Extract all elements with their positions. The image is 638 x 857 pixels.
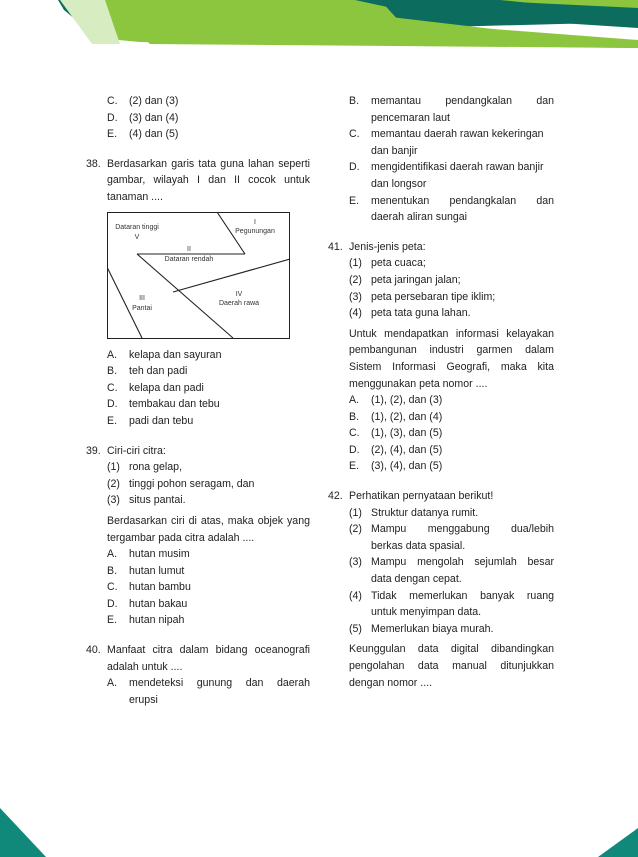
option-text: memantau pendangkalan dan	[371, 95, 554, 107]
q40-option-a	[86, 675, 310, 692]
q42-item-4	[328, 588, 554, 605]
q38-option-b	[86, 363, 310, 380]
region-i-name: Pegunungan	[235, 227, 275, 235]
option-text: hutan bakau	[129, 597, 188, 610]
item-text: situs pantai.	[129, 494, 186, 507]
q41-item-4	[328, 305, 554, 322]
question-number: 41.	[328, 240, 343, 253]
q39-intro: 39. Ciri-ciri citra:	[86, 443, 310, 460]
land-use-map	[107, 212, 290, 339]
item-text: Mampu menggabung dua/lebih	[371, 523, 554, 536]
q38-option-e	[86, 413, 310, 430]
q37-option-e	[86, 126, 310, 143]
option-label: E.	[107, 128, 118, 141]
q41-item-2	[328, 272, 554, 289]
q42-item-4-cont	[328, 604, 554, 621]
option-text: (4) dan (5)	[129, 128, 179, 141]
item-text: Mampu mengolah sejumlah besar	[371, 556, 554, 569]
item-label: (4)	[349, 589, 362, 602]
item-text: peta tata guna lahan.	[371, 307, 471, 320]
option-label: E.	[107, 414, 118, 427]
left-column	[86, 93, 310, 708]
option-label: D.	[107, 597, 118, 610]
question-number: 38.	[86, 157, 101, 170]
option-text: pencemaran laut	[371, 111, 450, 124]
option-text: teh dan padi	[129, 365, 188, 378]
option-label: D.	[349, 443, 360, 456]
item-label: (1)	[107, 461, 120, 474]
item-label: (2)	[349, 273, 362, 286]
q39-body-2: tergambar pada citra adalah ....	[107, 531, 255, 544]
option-label: C.	[107, 381, 118, 394]
q39-item-1	[86, 459, 310, 476]
q42-body-1: Keunggulan data digital dibandingkan	[349, 643, 554, 656]
q40-option-e-cont	[328, 209, 554, 226]
option-text: (3), (4), dan (5)	[371, 460, 443, 473]
question-number: 42.	[328, 490, 343, 503]
option-label: D.	[107, 398, 118, 411]
region-iii-number: III	[139, 294, 145, 302]
q42-item-3	[328, 554, 554, 571]
option-label: A.	[107, 348, 118, 361]
question-38	[86, 156, 310, 430]
option-text: kelapa dan sayuran	[129, 348, 222, 361]
region-i-number: I	[254, 218, 256, 226]
q41-option-e	[328, 458, 554, 475]
option-text: (3) dan (4)	[129, 111, 179, 124]
option-text: tembakau dan tebu	[129, 398, 220, 411]
option-text: mendeteksi gunung dan daerah	[129, 677, 310, 690]
q38-option-d	[86, 396, 310, 413]
q38-line-2: gambar, wilayah I dan II cocok untuk	[107, 174, 310, 187]
option-label: B.	[349, 95, 360, 107]
option-label: C.	[107, 95, 118, 107]
question-40-continued	[328, 93, 554, 226]
region-ii-number: II	[187, 245, 191, 253]
item-label: (2)	[107, 477, 120, 490]
q39-body-1: Berdasarkan ciri di atas, maka objek yang	[107, 514, 310, 527]
q40-option-d	[328, 159, 554, 176]
item-text: peta jaringan jalan;	[371, 273, 461, 286]
question-number: 39.	[86, 444, 101, 457]
option-label: C.	[107, 581, 118, 594]
q40-line-2: adalah untuk ....	[107, 660, 183, 673]
q42-item-2-cont	[328, 538, 554, 555]
q39-item-3	[86, 492, 310, 509]
q40-option-b	[328, 93, 554, 110]
item-label: (1)	[349, 257, 362, 270]
option-text: (2) dan (3)	[129, 95, 179, 107]
q40-line-1: 40. Manfaat citra dalam bidang oceanografi	[86, 642, 310, 659]
item-label: (1)	[349, 506, 362, 519]
region-ii-name: Dataran rendah	[164, 255, 214, 263]
q40-option-d-cont	[328, 176, 554, 193]
region-v-name: Dataran tinggi	[115, 223, 159, 231]
right-column	[328, 93, 554, 691]
option-label: D.	[349, 161, 360, 174]
option-label: A.	[349, 394, 360, 407]
item-label: (3)	[349, 290, 362, 303]
question-42	[328, 488, 554, 691]
q39-option-e	[86, 612, 310, 629]
option-text: menentukan pendangkalan dan	[371, 194, 554, 207]
q42-body-2: pengolahan data manual ditunjukkan	[349, 660, 554, 672]
option-text: daerah aliran sungai	[371, 211, 468, 224]
q41-item-3	[328, 289, 554, 306]
q39-option-c	[86, 579, 310, 596]
question-41	[328, 239, 554, 475]
q40-option-b-cont	[328, 110, 554, 127]
option-label: C.	[349, 427, 360, 440]
option-text: padi dan tebu	[129, 414, 194, 427]
option-label: E.	[349, 460, 360, 473]
footer-right-triangle	[598, 828, 638, 857]
q42-intro: 42. Perhatikan pernyataan berikut!	[328, 488, 554, 505]
region-iv-name: Daerah rawa	[218, 299, 260, 307]
q38-line-1: 38. Berdasarkan garis tata guna lahan seperti	[86, 156, 310, 173]
region-iii-name: Pantai	[132, 304, 152, 312]
q40-option-c-cont	[328, 143, 554, 160]
q39-option-d	[86, 596, 310, 613]
q38-option-c	[86, 380, 310, 397]
footer-left-triangle	[0, 808, 46, 857]
option-text: hutan nipah	[129, 614, 185, 627]
question-40	[86, 642, 310, 708]
q41-body-2: pembangunan industri garmen dalam	[349, 344, 554, 357]
option-label: A.	[107, 677, 118, 690]
item-label: (2)	[349, 523, 362, 536]
item-text: Struktur datanya rumit.	[371, 506, 479, 519]
q40-option-c	[328, 126, 554, 143]
option-text: erupsi	[129, 693, 158, 706]
option-text: hutan lumut	[129, 564, 185, 577]
item-label: (3)	[107, 494, 120, 507]
option-text: (1), (2), dan (3)	[371, 394, 443, 407]
option-text: hutan bambu	[129, 581, 191, 594]
q40-option-a-cont	[86, 692, 310, 709]
q41-option-b	[328, 409, 554, 426]
option-text: (2), (4), dan (5)	[371, 443, 443, 456]
q40-option-e	[328, 193, 554, 210]
q42-item-5	[328, 621, 554, 638]
q39-item-2	[86, 476, 310, 493]
q42-item-3-cont	[328, 571, 554, 588]
item-text: data dengan cepat.	[371, 573, 462, 586]
q41-body-4: menggunakan peta nomor ....	[349, 377, 488, 390]
question-number: 40.	[86, 644, 101, 657]
option-text: (1), (3), dan (5)	[371, 427, 443, 440]
option-text: hutan musim	[129, 548, 190, 561]
option-text: dan banjir	[371, 144, 418, 157]
item-text: peta persebaran tipe iklim;	[371, 290, 496, 303]
q37-option-c	[86, 93, 310, 110]
q39-option-a	[86, 546, 310, 563]
option-label: B.	[349, 410, 360, 423]
option-label: D.	[107, 111, 118, 124]
region-iv-number: IV	[235, 290, 243, 298]
item-text: berkas data spasial.	[371, 539, 466, 552]
item-label: (3)	[349, 556, 362, 569]
option-label: A.	[107, 548, 118, 561]
q42-body-3: dengan nomor ....	[349, 676, 433, 689]
q41-body-1: Untuk mendapatkan informasi kelayakan	[349, 327, 554, 340]
option-label: E.	[107, 614, 118, 627]
item-text: tinggi pohon seragam, dan	[129, 477, 255, 490]
q41-option-d	[328, 442, 554, 459]
q39-option-b	[86, 563, 310, 580]
item-text: Tidak memerlukan banyak ruang	[371, 589, 554, 602]
region-v-number: V	[134, 233, 140, 241]
q38-line-3: tanaman ....	[107, 190, 163, 203]
option-text: dan longsor	[371, 177, 427, 190]
item-label: (5)	[349, 622, 362, 635]
q42-item-1	[328, 505, 554, 522]
option-label: B.	[107, 564, 118, 577]
q41-option-a	[328, 392, 554, 409]
q41-option-c	[328, 425, 554, 442]
q41-item-1	[328, 255, 554, 272]
q38-option-a	[86, 347, 310, 364]
option-text: (1), (2), dan (4)	[371, 410, 443, 423]
option-text: mengidentifikasi daerah rawan banjir	[371, 161, 544, 174]
option-label: E.	[349, 194, 360, 207]
option-text: memantau daerah rawan kekeringan	[371, 128, 544, 141]
item-text: peta cuaca;	[371, 257, 426, 270]
option-label: B.	[107, 365, 118, 378]
q42-item-2	[328, 521, 554, 538]
item-text: untuk menyimpan data.	[371, 606, 482, 619]
q37-option-d	[86, 110, 310, 127]
option-text: kelapa dan padi	[129, 381, 204, 394]
item-text: rona gelap,	[129, 461, 183, 474]
q41-intro: 41. Jenis-jenis peta:	[328, 239, 554, 256]
item-label: (4)	[349, 307, 362, 320]
q41-body-3: Sistem Informasi Geografi, maka kita	[349, 360, 554, 373]
option-label: C.	[349, 128, 360, 141]
question-39	[86, 443, 310, 630]
item-text: Memerlukan biaya murah.	[371, 622, 494, 635]
